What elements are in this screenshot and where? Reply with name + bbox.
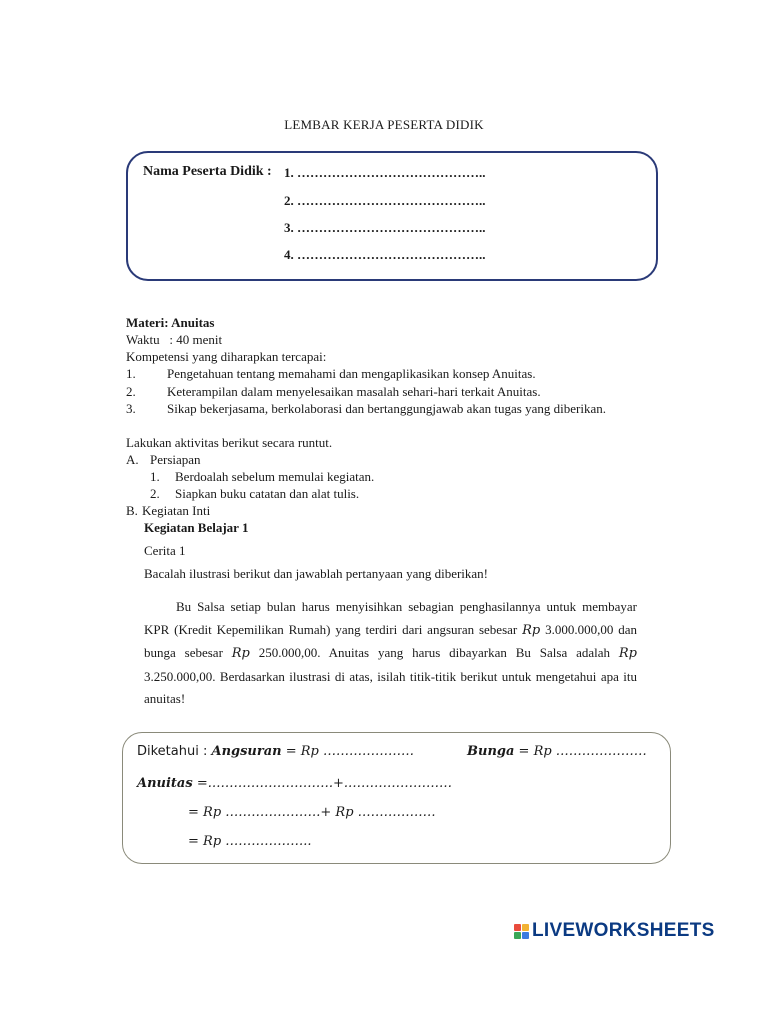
persiapan-number: 1. — [150, 469, 160, 484]
page-title: LEMBAR KERJA PESERTA DIDIK — [284, 117, 484, 132]
materi-heading: Materi: Anuitas — [126, 315, 215, 330]
bunga-field[interactable]: = Rp ………………… — [514, 744, 647, 759]
kompetensi-heading: Kompetensi yang diharapkan tercapai: — [126, 349, 327, 364]
kompetensi-item: Keterampilan dalam menyelesaikan masalah sehari-hari terkait Anuitas. — [167, 384, 541, 399]
section-b-label: B. — [126, 503, 138, 518]
aktivitas-intro: Lakukan aktivitas berikut secara runtut. — [126, 435, 333, 450]
student-name-field-4[interactable]: 4. …………………………………….. — [284, 247, 486, 262]
persiapan-number: 2. — [150, 486, 160, 501]
anuitas-field[interactable]: =.……………………….+.…………………… — [192, 776, 453, 791]
kompetensi-number: 1. — [126, 366, 136, 381]
liveworksheets-logo-text: LIVEWORKSHEETS — [532, 920, 715, 941]
persiapan-item: Siapkan buku catatan dan alat tulis. — [175, 486, 360, 501]
section-a-title: Persiapan — [150, 452, 201, 467]
kompetensi-number: 2. — [126, 384, 136, 399]
angsuran-row: Diketahui : Angsuran = Rp ………………… — [137, 744, 415, 759]
student-name-field-3[interactable]: 3. …………………………………….. — [284, 220, 486, 235]
liveworksheets-logo — [514, 920, 715, 942]
kompetensi-item: Pengetahuan tentang memahami dan mengaplikasikan konsep Anuitas. — [167, 366, 536, 381]
anuitas-sum-field[interactable]: = Rp ………………….+ Rp ……………… — [188, 805, 436, 820]
bunga-label: Bunga — [467, 744, 515, 759]
cerita-label: Cerita 1 — [144, 543, 186, 558]
liveworksheets-logo-icon — [514, 924, 529, 939]
anuitas-label: Anuitas — [137, 776, 193, 791]
anuitas-total-field[interactable]: = Rp ……………….. — [188, 834, 312, 849]
student-name-label: Nama Peserta Didik : — [143, 164, 272, 179]
persiapan-item: Berdoalah sebelum memulai kegiatan. — [175, 469, 375, 484]
angsuran-field[interactable]: = Rp ………………… — [281, 744, 415, 759]
student-name-field-2[interactable]: 2. …………………………………….. — [284, 193, 486, 208]
waktu-text: Waktu : 40 menit — [126, 332, 223, 347]
bunga-row — [467, 743, 647, 759]
section-a-label: A. — [126, 452, 139, 467]
student-name-field-1[interactable]: 1. …………………………………….. — [284, 165, 486, 180]
instruction-text: Bacalah ilustrasi berikut dan jawablah pertanyaan yang diberikan! — [144, 566, 489, 581]
kompetensi-item: Sikap bekerjasama, berkolaborasi dan bertanggungjawab akan tugas yang diberikan. — [167, 401, 606, 416]
angsuran-label: Angsuran — [211, 744, 282, 759]
section-b-title: Kegiatan Inti — [142, 503, 211, 518]
kompetensi-number: 3. — [126, 401, 136, 416]
story-paragraph: Bu Salsa setiap bulan harus menyisihkan sebagian penghasilannya untuk membayar KPR (Kredit Kepemilikan Rumah) yang terdiri dari angsuran sebesar Rp 3.000.000,00 dan bunga sebesar Rp 250.000,00. Anuitas yang harus dibayarkan Bu Salsa adalah Rp 3.250.000,00. Berdasarkan ilustrasi di atas, isilah titik-titik berikut untuk mengetahui apa itu anuitas! — [144, 599, 638, 706]
kegiatan-belajar-heading: Kegiatan Belajar 1 — [144, 520, 249, 535]
anuitas-row — [137, 775, 452, 791]
